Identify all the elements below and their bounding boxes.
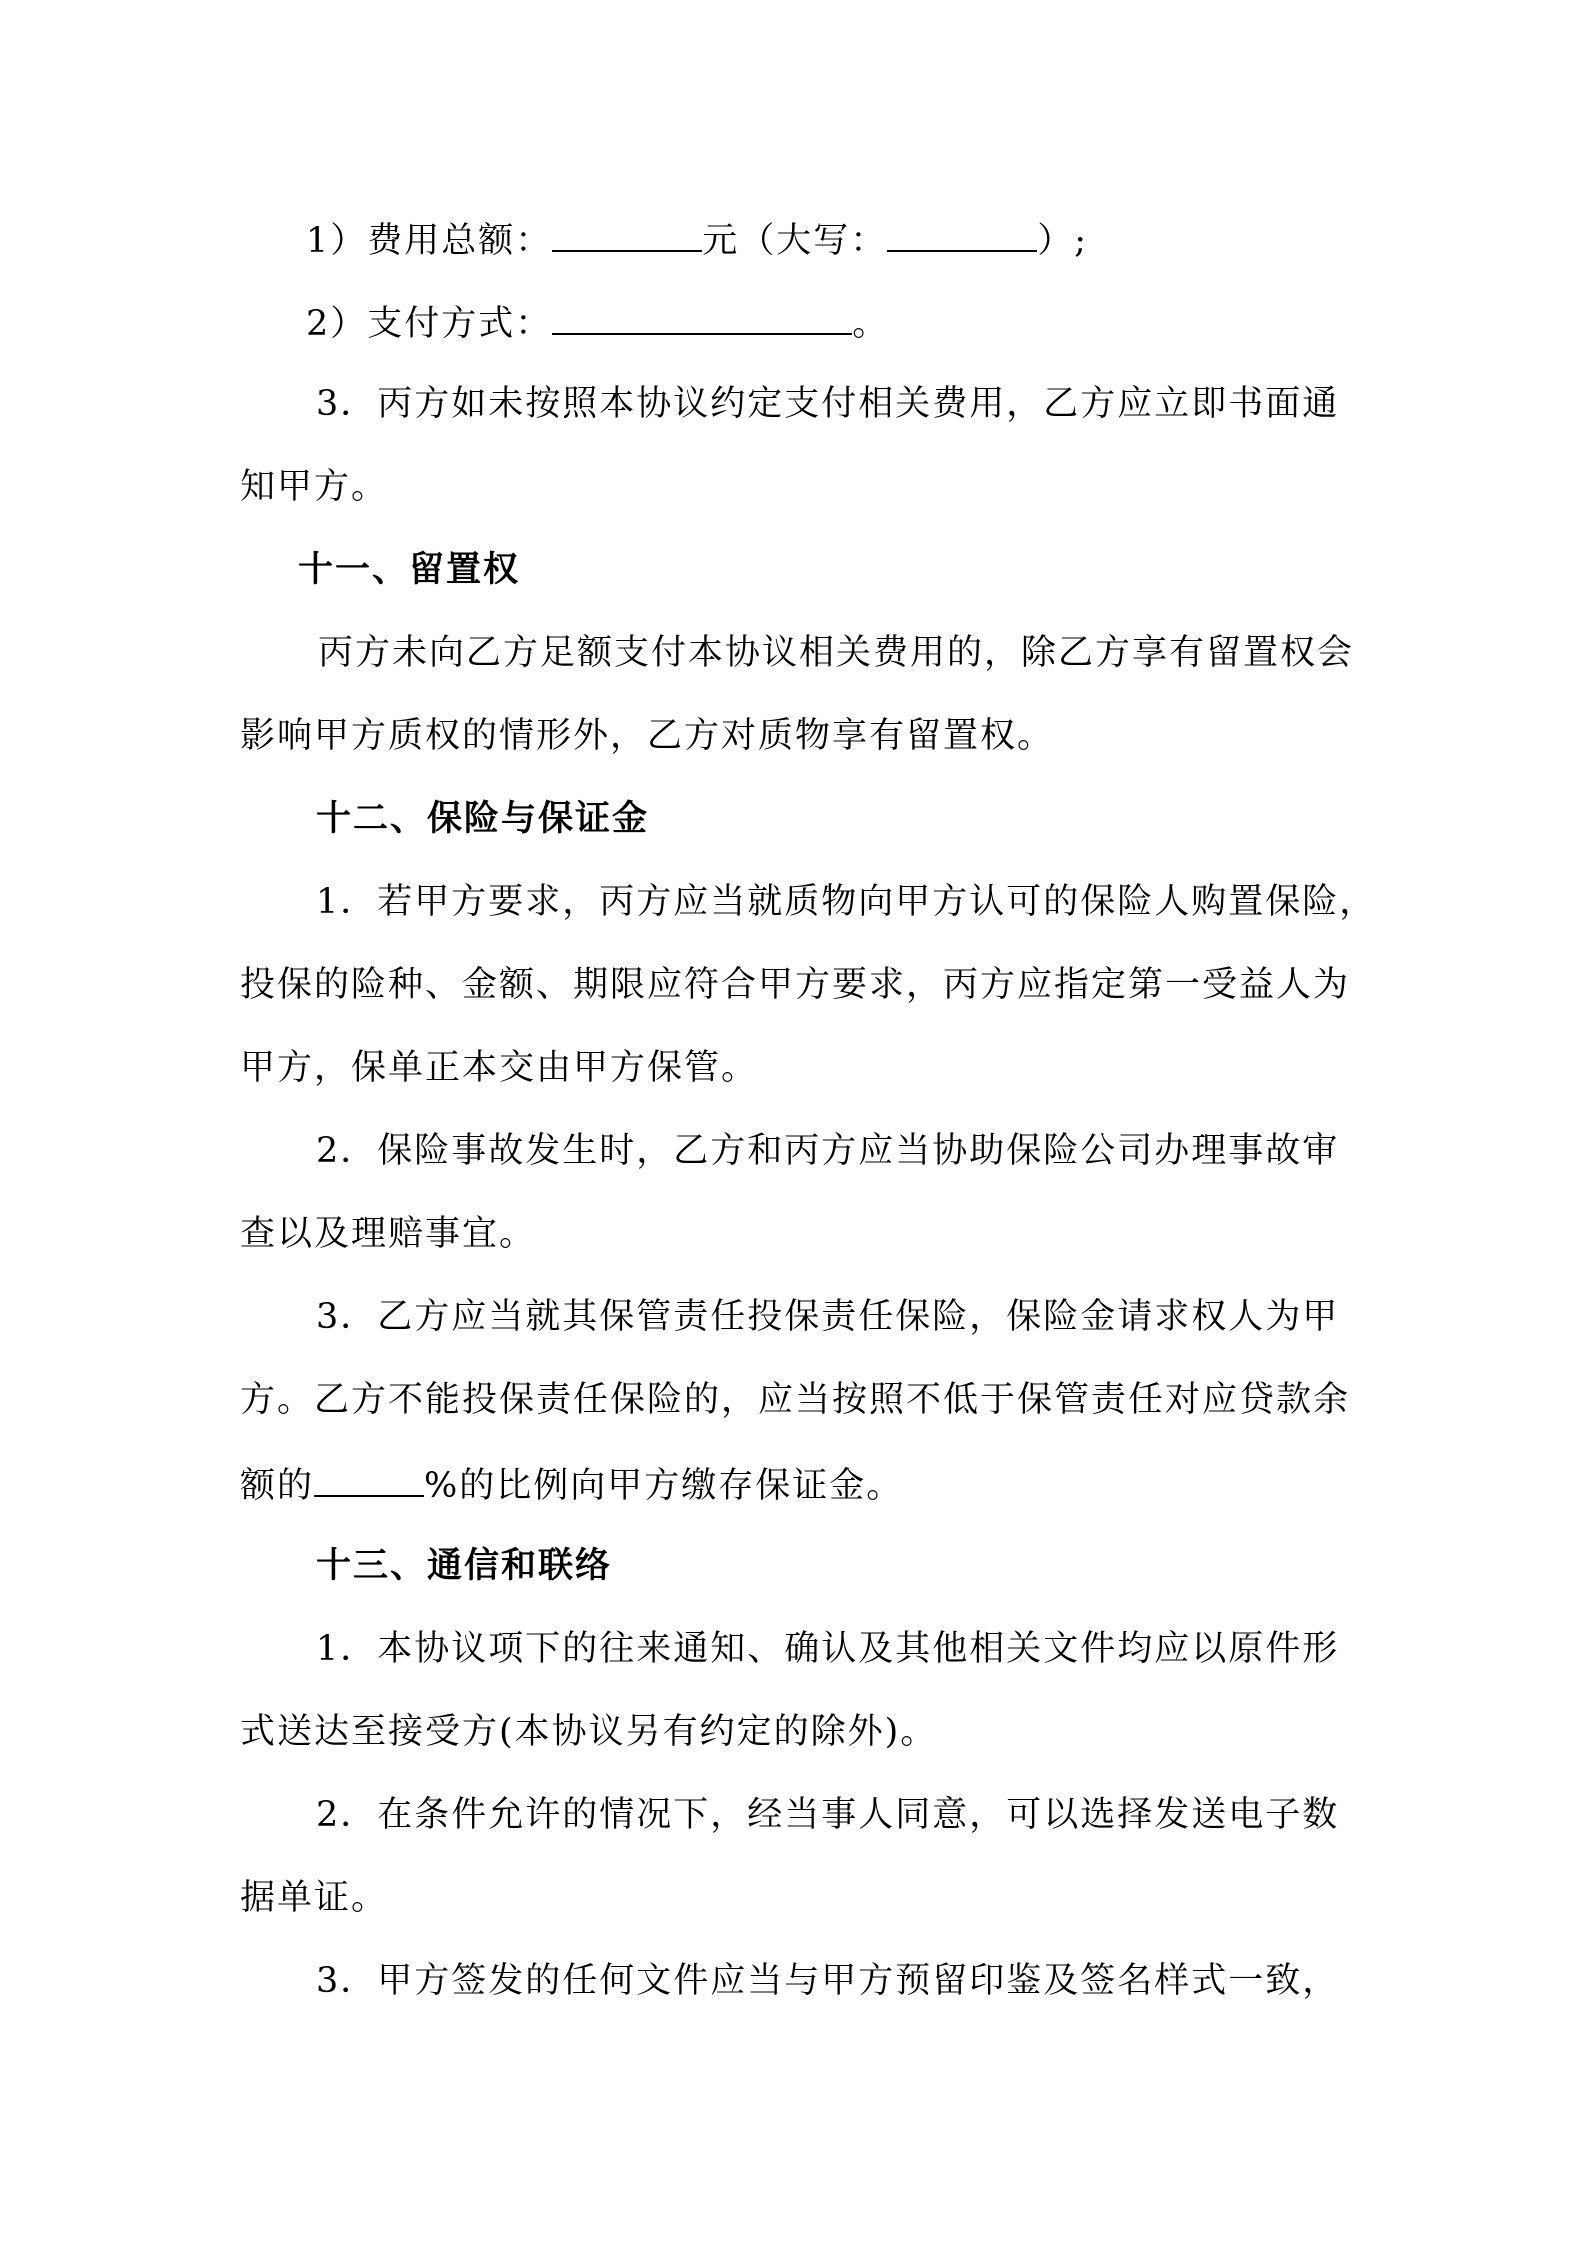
payment-method-suffix: 。 xyxy=(852,304,890,344)
section-13-item-2-line-2: 据单证。 xyxy=(240,1878,389,1918)
fee-total-uppercase-blank[interactable] xyxy=(887,216,1037,252)
section-12-item-1-line-1: 1．若甲方要求，丙方应当就质物向甲方认可的保险人购置保险， xyxy=(316,882,1377,922)
section-13-item-3-line-1: 3．甲方签发的任何文件应当与甲方预留印鉴及签名样式一致， xyxy=(316,1961,1340,2001)
payment-method-label: 2）支付方式： xyxy=(306,304,553,344)
section-12-heading: 十二、保险与保证金 xyxy=(316,798,650,839)
section-12-item-3-line-3 xyxy=(240,1461,903,1508)
section-11-heading: 十一、留置权 xyxy=(298,549,521,590)
section-12-item-2-line-1: 2．保险事故发生时，乙方和丙方应当协助保险公司办理事故审 xyxy=(316,1131,1340,1171)
fee-total-uppercase-label: 元（大写： xyxy=(702,221,888,261)
section-12-item-3-line-1: 3．乙方应当就其保管责任投保责任保险，保险金请求权人为甲 xyxy=(316,1297,1340,1337)
fee-total-line xyxy=(306,216,1088,263)
clause-3-line-2: 知甲方。 xyxy=(240,467,389,507)
fee-total-amount-blank[interactable] xyxy=(552,216,702,252)
section-13-heading: 十三、通信和联络 xyxy=(316,1545,613,1586)
section-11-para-line-2: 影响甲方质权的情形外，乙方对质物享有留置权。 xyxy=(240,716,1055,756)
section-13-item-1-line-1: 1．本协议项下的往来通知、确认及其他相关文件均应以原件形 xyxy=(316,1629,1340,1669)
deposit-ratio-suffix: %的比例向甲方缴存保证金。 xyxy=(424,1466,904,1506)
payment-method-blank[interactable] xyxy=(552,299,852,335)
section-13-item-2-line-1: 2．在条件允许的情况下，经当事人同意，可以选择发送电子数 xyxy=(316,1795,1340,1835)
section-11-para-line-1: 丙方未向乙方足额支付本协议相关费用的，除乙方享有留置权会 xyxy=(318,633,1355,673)
section-12-item-2-line-2: 查以及理赔事宜。 xyxy=(240,1214,537,1254)
clause-3-line-1: 3．丙方如未按照本协议约定支付相关费用，乙方应立即书面通 xyxy=(316,384,1340,424)
section-13-item-1-line-2: 式送达至接受方(本协议另有约定的除外)。 xyxy=(240,1712,938,1752)
fee-total-label: 1）费用总额： xyxy=(306,221,553,261)
section-12-item-1-line-3: 甲方，保单正本交由甲方保管。 xyxy=(240,1048,759,1088)
payment-method-line xyxy=(306,299,889,346)
fee-total-suffix: ）; xyxy=(1037,221,1089,261)
deposit-ratio-blank[interactable] xyxy=(314,1461,424,1497)
section-12-item-1-line-2: 投保的险种、金额、期限应符合甲方要求，丙方应指定第一受益人为 xyxy=(240,965,1351,1005)
deposit-ratio-prefix: 额的 xyxy=(240,1466,315,1506)
section-12-item-3-line-2: 方。乙方不能投保责任保险的，应当按照不低于保管责任对应贷款余 xyxy=(240,1380,1351,1420)
